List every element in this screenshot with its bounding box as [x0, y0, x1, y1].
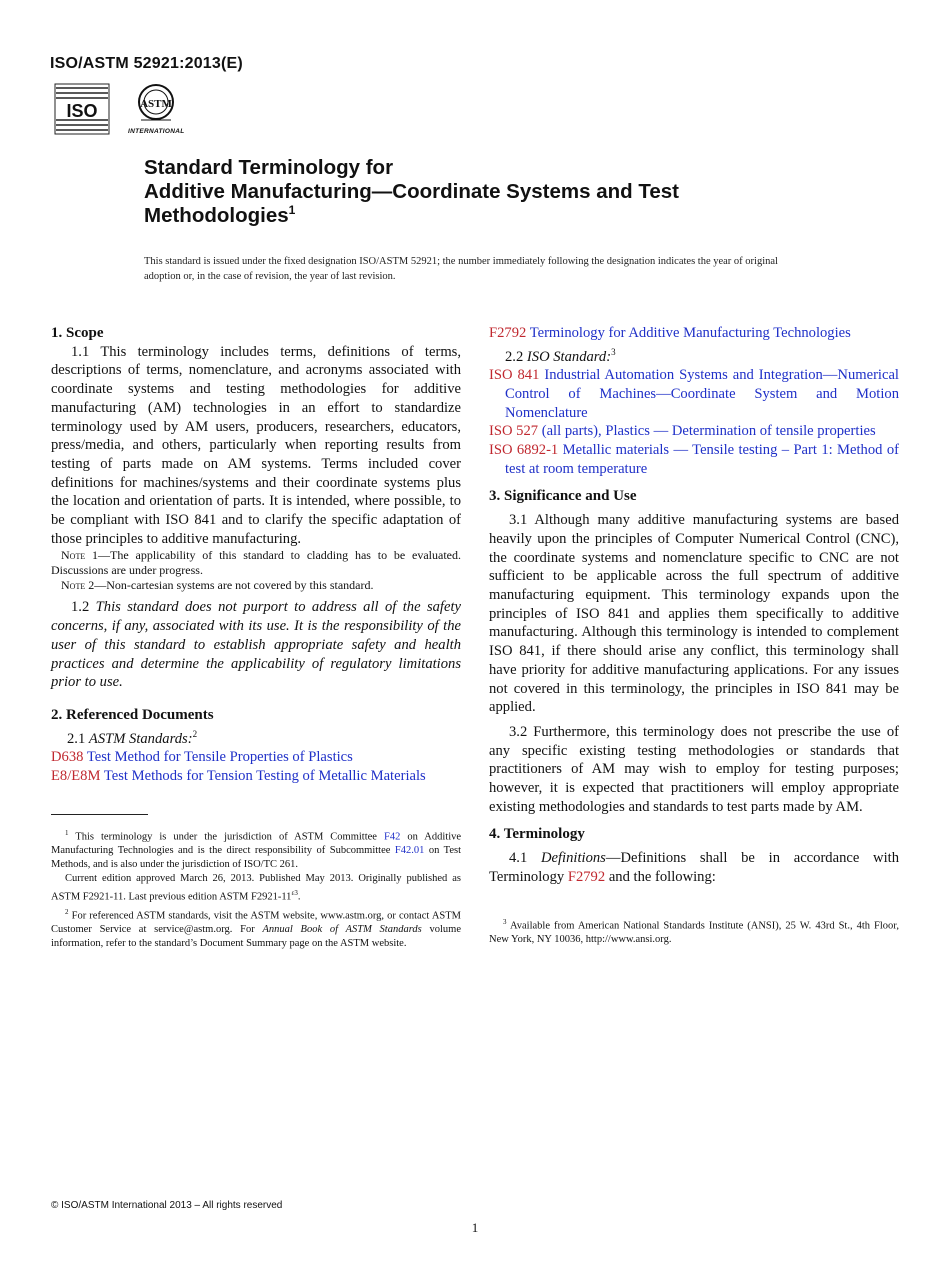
- reference-iso-6892-1[interactable]: ISO 6892-1 Metallic materials — Tensile testing – Part 1: Method of test at room temperature: [489, 442, 899, 477]
- title-footnote-mark: 1: [288, 203, 296, 218]
- significance-paragraph-3-2: 3.2 Furthermore, this terminology does not prescribe the use of any specific existing testing methodologies or standards that practitioners of AM may wish to employ for testing purposes; however, it is expected that practitioners will employ appropriate existing methodologies and standards to test parts made by AM.: [489, 723, 899, 815]
- note-2: Note 2—Non-cartesian systems are not covered by this standard.: [61, 578, 374, 593]
- terminology-paragraph-4-1: 4.1 Definitions—Definitions shall be in accordance with Terminology F2792 and the following:: [489, 850, 899, 885]
- title-line-3: Methodologies$^1$: [144, 203, 296, 227]
- title-line-1: Standard Terminology for: [144, 156, 394, 179]
- right-column: [489, 324, 899, 947]
- astm-standards-subheading: 2.1 ASTM Standards:$^2$: [67, 728, 198, 747]
- referenced-documents-heading: 2. Referenced Documents: [51, 706, 214, 723]
- issued-note: This standard is issued under the fixed designation ISO/ASTM 52921; the number immediately following the designation indicates the year of original adoption or, in the case of revision, the year of last revision.: [144, 256, 778, 282]
- reference-e8-e8m[interactable]: E8/E8M Test Methods for Tension Testing of Metallic Materials: [51, 767, 426, 784]
- document-title: [144, 156, 844, 228]
- footnote-1-edition: Current edition approved March 26, 2013. Published May 2013. Originally published as ASTM F2921-11. Last previous edition ASTM $F2921-11^{\varepsilon 3}$.: [51, 873, 461, 903]
- reference-iso-527[interactable]: ISO 527 (all parts), Plastics — Determination of tensile properties: [489, 423, 876, 440]
- iso-logo: [54, 83, 110, 135]
- significance-heading: 3. Significance and Use: [489, 488, 637, 505]
- footnote-3: $^3$ Available from American National Standards Institute (ANSI), 25 W. 43rd St., 4th Floor, New York, NY 10036, http://www.ansi.org.: [489, 917, 899, 946]
- svg-text:ISO: ISO: [66, 101, 98, 121]
- footnote-2: $^2$ For referenced ASTM standards, visit the ASTM website, www.astm.org, or contact ASTM Customer Service at service@astm.org. For Annual Book of ASTM Standards volume information, refer to the standard’s Document Summary page on the ASTM website.: [51, 907, 462, 950]
- link-f42-01[interactable]: F42.01: [394, 845, 425, 857]
- copyright-footer: © ISO/ASTM International 2013 – All rights reserved: [51, 1200, 283, 1211]
- reference-iso-841[interactable]: ISO 841 Industrial Automation Systems and Integration—Numerical Control of Machines—Coordinate System and Motion Nomenclature: [489, 367, 899, 421]
- reference-d638[interactable]: D638 Test Method for Tensile Properties of Plastics: [51, 749, 353, 766]
- link-f2792[interactable]: F2792: [567, 868, 606, 885]
- link-f42[interactable]: F42: [383, 831, 401, 843]
- footnote-1: $^1$ This terminology is under the jurisdiction of ASTM Committee F42 on Additive Manufacturing Technologies and is the direct responsibility of Subcommittee F42.01 on Test Methods, and is also under the jurisdiction of ISO/TC 261.: [51, 828, 462, 871]
- astm-logo-subtext: INTERNATIONAL: [128, 128, 185, 135]
- left-column: [51, 324, 461, 951]
- scope-heading: 1. Scope: [51, 325, 104, 341]
- scope-paragraph-1-1: 1.1 This terminology includes terms, definitions of terms, descriptions of terms, nomenclature, and acronyms associated with coordinate systems and testing methodologies for additive manufacturing (AM) technologies in an effort to standardize terminology used by AM users, producers, researchers, educators, press/media, and others, particularly when reporting results from testing of parts made on AM systems. Terms included cover definitions for machines/systems and their coordinate systems plus the location and orientation of parts. It is intended, where possible, to be compliant with ISO 841 and to clarify the specific adaptation of those principles to additive manufacturing.: [51, 343, 461, 547]
- title-line-2: Additive Manufacturing—Coordinate Systems and Test: [144, 180, 679, 203]
- page-number: 1: [471, 1220, 479, 1235]
- scope-paragraph-1-2: 1.2 This standard does not purport to address all of the safety concerns, if any, associated with its use. It is the responsibility of the user of this standard to establish appropriate safety and health practices and determine the applicability of regulatory limitations prior to use.: [51, 599, 461, 691]
- svg-text:ASTM: ASTM: [140, 98, 172, 110]
- terminology-heading: 4. Terminology: [489, 826, 585, 843]
- note-1: Note 1—The applicability of this standard to cladding has to be evaluated. Discussions are under progress.: [51, 548, 461, 578]
- reference-f2792[interactable]: F2792 Terminology for Additive Manufacturing Technologies: [489, 325, 851, 341]
- significance-paragraph-3-1: 3.1 Although many additive manufacturing systems are based heavily upon the principles of Computer Numerical Control (CNC), the coordinate systems and nomenclature specific to CNC are not sufficient to be applicable across the full spectrum of additive manufacturing equipment. This terminology expands upon the principles of ISO 841 and applies them specifically to additive manufacturing. Although this terminology is intended to complement ISO 841, if there should arise any conflict, this terminology shall have priority for additive manufacturing applications. For any issues not covered in this terminology, the principles in ISO 841 may be applied.: [489, 512, 899, 716]
- iso-standard-subheading: 2.2 ISO Standard:$^3$: [505, 346, 616, 365]
- document-designation: ISO/ASTM 52921:2013(E): [50, 55, 243, 72]
